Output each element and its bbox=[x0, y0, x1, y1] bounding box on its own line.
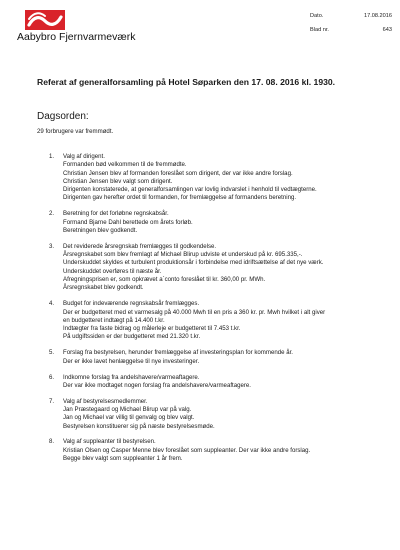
item-number: 5. bbox=[49, 349, 55, 357]
item-line: Afregningsprisen er, som opkrævet a`conto foreslået til kr. 360,00 pr. MWh. bbox=[63, 276, 266, 284]
item-line: På udgiftssiden er der budgetteret med 21.320 t.kr. bbox=[63, 333, 201, 341]
agenda-item bbox=[49, 243, 389, 293]
item-line: Der var ikke modtaget nogen forslag fra andelshavere/varmeaftagere. bbox=[63, 381, 251, 389]
item-line: Jan Præstegaard og Michael Blirup var på valg. bbox=[63, 405, 192, 413]
item-line: Det reviderede årsregnskab fremlægges til godkendelse. bbox=[63, 242, 217, 250]
item-line: Indkomne forslag fra andelshavere/varmeaftagere. bbox=[63, 373, 200, 381]
item-line: Dirigenten konstaterede, at generalforsamlingen var lovlig indvarslet i henhold til vedtægterne. bbox=[63, 186, 317, 194]
company-logo bbox=[9, 10, 159, 44]
item-line: Begge blev valgt som suppleanter 1 år frem. bbox=[63, 455, 183, 463]
item-line: Dirigenten gav herefter ordet til formanden, for fremlæggelse af formandens beretning. bbox=[63, 194, 297, 202]
item-line: Årsregnskabet som blev fremlagt af Michael Blirup udviste et underskud på kr. 695.335,-. bbox=[63, 251, 303, 259]
document-title: Referat af generalforsamling på Hotel Søparken den 17. 08. 2016 kl. 1930. bbox=[37, 77, 336, 87]
item-line: Valg af bestyrelsesmedlemmer. bbox=[63, 397, 148, 405]
item-line: Jan og Michael var villig til genvalg og blev valgt. bbox=[63, 414, 195, 422]
agenda-item bbox=[49, 374, 389, 391]
item-line: Beretning for det forløbne regnskabsår. bbox=[63, 210, 169, 218]
agenda-item bbox=[49, 438, 389, 463]
item-line: Christian Jensen blev af formanden foreslået som dirigent, der var ikke andre forslag. bbox=[63, 169, 293, 177]
item-line: Bestyrelsen konstituerer sig på næste bestyrelsesmøde. bbox=[63, 422, 215, 430]
agenda-item bbox=[49, 398, 389, 431]
item-line: en budgetteret indtægt på 14.400 t.kr. bbox=[63, 316, 165, 324]
company-name: Aabybro Fjernvarmeværk bbox=[17, 31, 136, 43]
item-line: Formanden bød velkommen til de fremmødte. bbox=[63, 161, 187, 169]
agenda-item bbox=[49, 210, 389, 235]
item-line: Beretningen blev godkendt. bbox=[63, 226, 138, 234]
item-number: 6. bbox=[49, 373, 55, 381]
item-line: Formand Bjarne Dahl berettede om årets forløb. bbox=[63, 218, 193, 226]
item-line: Valg af suppleanter til bestyrelsen. bbox=[63, 438, 156, 446]
item-line: Christian Jensen blev valgt som dirigent. bbox=[63, 177, 173, 185]
item-number: 4. bbox=[49, 300, 55, 308]
meta-date-row bbox=[310, 13, 392, 27]
flame-logo-icon bbox=[25, 10, 65, 30]
item-line: Budget for indeværende regnskabsår fremlægges. bbox=[63, 300, 200, 308]
item-number: 2. bbox=[49, 210, 55, 218]
meta-page-row bbox=[310, 27, 392, 41]
item-line: Valg af dirigent. bbox=[63, 153, 105, 160]
item-number: 3. bbox=[49, 242, 55, 250]
item-number: 7. bbox=[49, 397, 55, 405]
meta-date-value: 17.08.2016 bbox=[364, 13, 392, 19]
item-line: Indtægter fra faste bidrag og målerleje er budgetteret til 7.453 t.kr. bbox=[63, 325, 241, 333]
attendance-note: 29 forbrugere var fremmødt. bbox=[37, 128, 114, 135]
item-line: Underskuddet skyldes et turbulent produktionsår i forbindelse med idriftsættelse af det nye værk. bbox=[63, 259, 324, 267]
item-line: Kristian Olsen og Casper Menne blev foreslået som suppleanter. Der var ikke andre forslag. bbox=[63, 446, 311, 454]
meta-page-label: Blad nr. bbox=[310, 27, 329, 33]
agenda-item bbox=[49, 153, 389, 203]
item-line: Årsregnskabet blev godkendt. bbox=[63, 284, 144, 292]
agenda-item bbox=[49, 349, 389, 366]
agenda-item bbox=[49, 300, 389, 341]
agenda-heading: Dagsorden: bbox=[37, 111, 89, 122]
meta-date-label: Dato. bbox=[310, 13, 324, 19]
document-meta bbox=[310, 13, 392, 41]
meta-page-value: 643 bbox=[382, 27, 392, 33]
item-number: 8. bbox=[49, 438, 55, 446]
item-number: 1. bbox=[49, 153, 55, 160]
agenda-list bbox=[49, 153, 389, 471]
item-line: Underskuddet overføres til næste år. bbox=[63, 267, 162, 275]
item-line: Der er ikke lavet henlæggelse til nye investeringer. bbox=[63, 357, 200, 365]
item-line: Forslag fra bestyrelsen, herunder fremlæggelse af investeringsplan for kommende år. bbox=[63, 349, 293, 357]
item-line: Der er budgetteret med et varmesalg på 40.000 Mwh til en pris a 360 kr. pr. Mwh hvilket i alt giver bbox=[63, 308, 326, 316]
